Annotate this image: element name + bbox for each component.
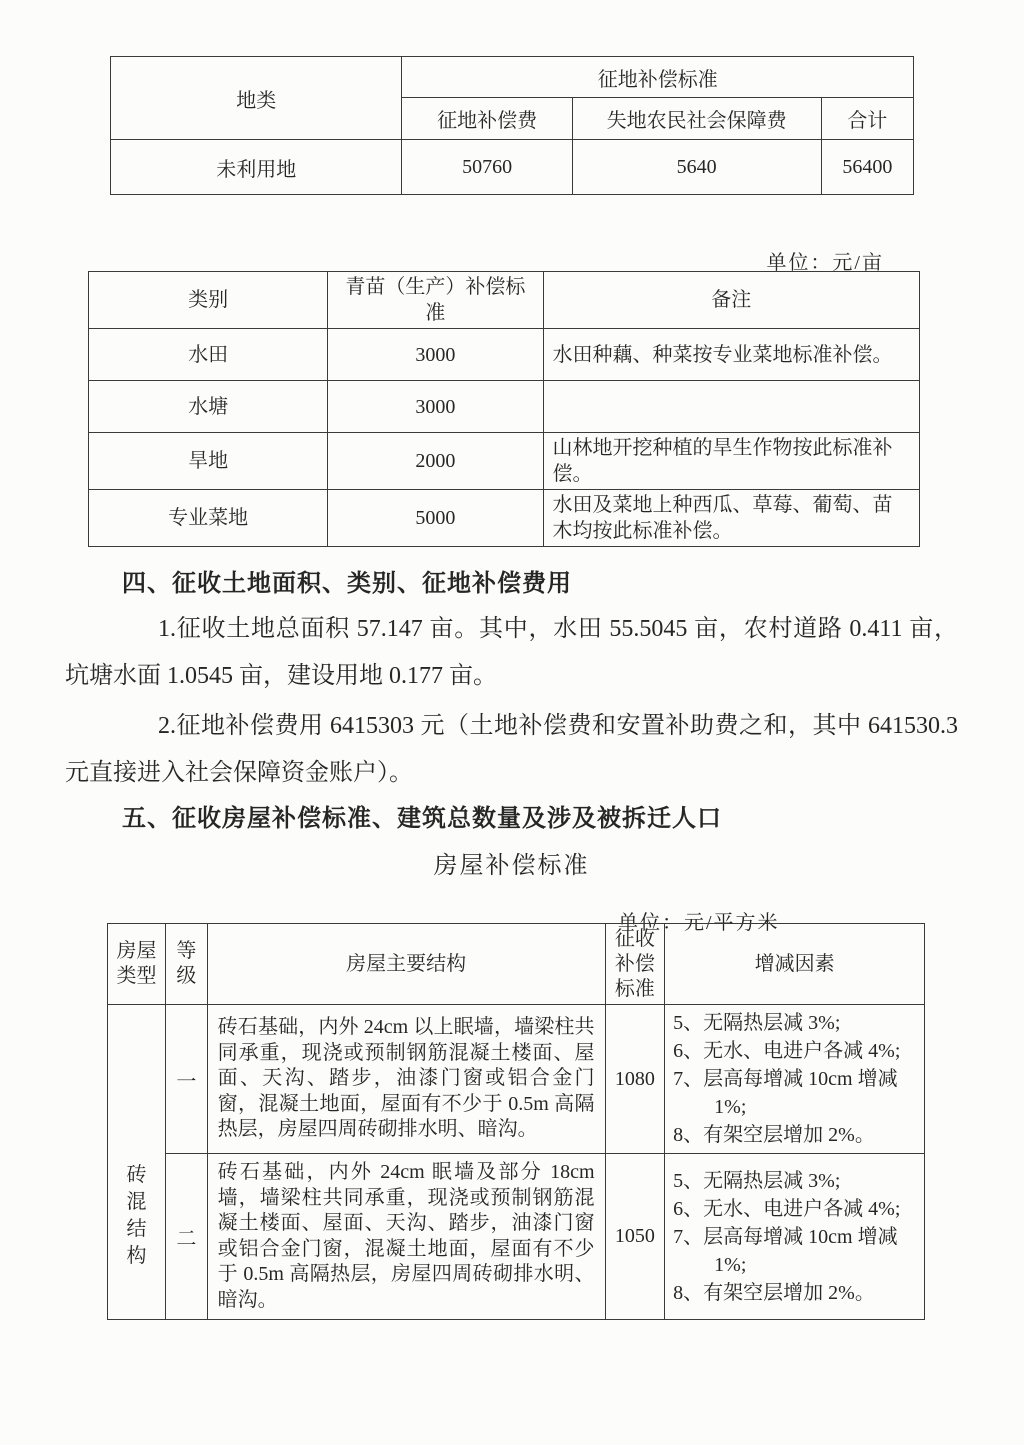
header-grade: 等级 [166,924,208,1005]
header-standard: 征收补偿标准 [605,924,665,1005]
table-row [89,329,920,381]
factor-item: 7、层高每增减 10cm 增减 1%; [673,1068,898,1118]
cell-standard: 3000 [328,329,543,381]
cell-total: 56400 [821,140,913,195]
section4-heading: 四、征收土地面积、类别、征地补偿费用 [122,571,572,597]
section5-heading: 五、征收房屋补偿标准、建筑总数量及涉及被拆迁人口 [122,806,722,832]
cell-house-type [108,1005,166,1320]
body-text [65,568,958,883]
factor-item: 8、有架空层增加 2%。 [673,1124,875,1146]
cell-category: 水田 [89,329,328,381]
cell-standard: 3000 [328,381,543,433]
table-row [89,490,920,547]
header-house-type: 房屋类型 [108,924,166,1005]
cell-standard: 2000 [328,433,543,490]
table-row [89,381,920,433]
cell-remark: 山林地开挖种植的旱生作物按此标准补偿。 [543,433,919,490]
cell-standard: 5000 [328,490,543,547]
cell-category: 旱地 [89,433,328,490]
cell-factors [665,1154,925,1320]
section4-paragraph-2: 2.征地补偿费用 6415303 元（土地补偿费和安置补助费之和，其中 641530.3 元直接进入社会保障资金账户）。 [65,713,958,786]
house-compensation-table [107,923,925,1320]
land-compensation-table [110,56,914,195]
header-land-type: 地类 [111,57,402,140]
house-compensation-subtitle: 房屋补偿标准 [433,853,590,879]
table-row [111,140,914,195]
header-total: 合计 [821,98,913,140]
section4-paragraph-1: 1.征收土地总面积 57.147 亩。其中，水田 55.5045 亩，农村道路 0.411 亩，坑塘水面 1.0545 亩，建设用地 0.177 亩。 [65,616,958,689]
header-structure: 房屋主要结构 [207,924,605,1005]
header-social-security-fee: 失地农民社会保障费 [572,98,821,140]
cell-standard: 1080 [605,1005,665,1154]
cell-remark [543,381,919,433]
cell-social-security-fee: 5640 [572,140,821,195]
cell-comp-fee: 50760 [402,140,572,195]
cell-category: 水塘 [89,381,328,433]
factor-item: 6、无水、电进户各减 4%; [673,1040,901,1062]
house-type-vertical-label: 砖混结构 [126,1164,147,1267]
header-comp-fee: 征地补偿费 [402,98,572,140]
cell-structure: 砖石基础，内外 24cm 眠墙及部分 18cm 墙，墙梁柱共同承重，现浇或预制钢筋混凝土楼面、屋面、天沟、踏步，油漆门窗或铝合金门窗，混凝土地面，屋面有不少于 0.5m 高隔热层，房屋四周砖砌排水明、暗沟。 [207,1154,605,1320]
header-factors: 增减因素 [665,924,925,1005]
table-row [89,433,920,490]
factor-item: 7、层高每增减 10cm 增减 1%; [673,1225,898,1276]
crop-compensation-table [88,271,920,547]
cell-remark: 水田种藕、种菜按专业菜地标准补偿。 [543,329,919,381]
cell-land-type: 未利用地 [111,140,402,195]
cell-category: 专业菜地 [89,490,328,547]
cell-factors [665,1005,925,1154]
factor-item: 5、无隔热层减 3%; [673,1012,841,1034]
table-row [108,1154,925,1320]
cell-grade: 二 [166,1154,208,1320]
factor-item: 5、无隔热层减 3%; [673,1169,841,1192]
cell-structure: 砖石基础，内外 24cm 以上眠墙，墙梁柱共同承重，现浇或预制钢筋混凝土楼面、屋面、天沟、踏步，油漆门窗或铝合金门窗，混凝土地面，屋面有不少于 0.5m 高隔热层，房屋四周砖砌排水明、暗沟。 [207,1005,605,1154]
factor-item: 6、无水、电进户各减 4%; [673,1197,901,1220]
unit-label-yuan-per-sqm: 单位：元/平方米 [618,912,780,934]
table-row [108,1005,925,1154]
header-remark: 备注 [543,272,919,329]
cell-grade: 一 [166,1005,208,1154]
header-crop-standard: 青苗（生产）补偿标准 [328,272,543,329]
factor-item: 8、有架空层增加 2%。 [673,1281,875,1304]
header-compensation-standard: 征地补偿标准 [402,57,914,98]
cell-remark: 水田及菜地上种西瓜、草莓、葡萄、苗木均按此标准补偿。 [543,490,919,547]
unit-label-yuan-per-mu: 单位：元/亩 [766,252,884,274]
header-category: 类别 [89,272,328,329]
cell-standard: 1050 [605,1154,665,1320]
